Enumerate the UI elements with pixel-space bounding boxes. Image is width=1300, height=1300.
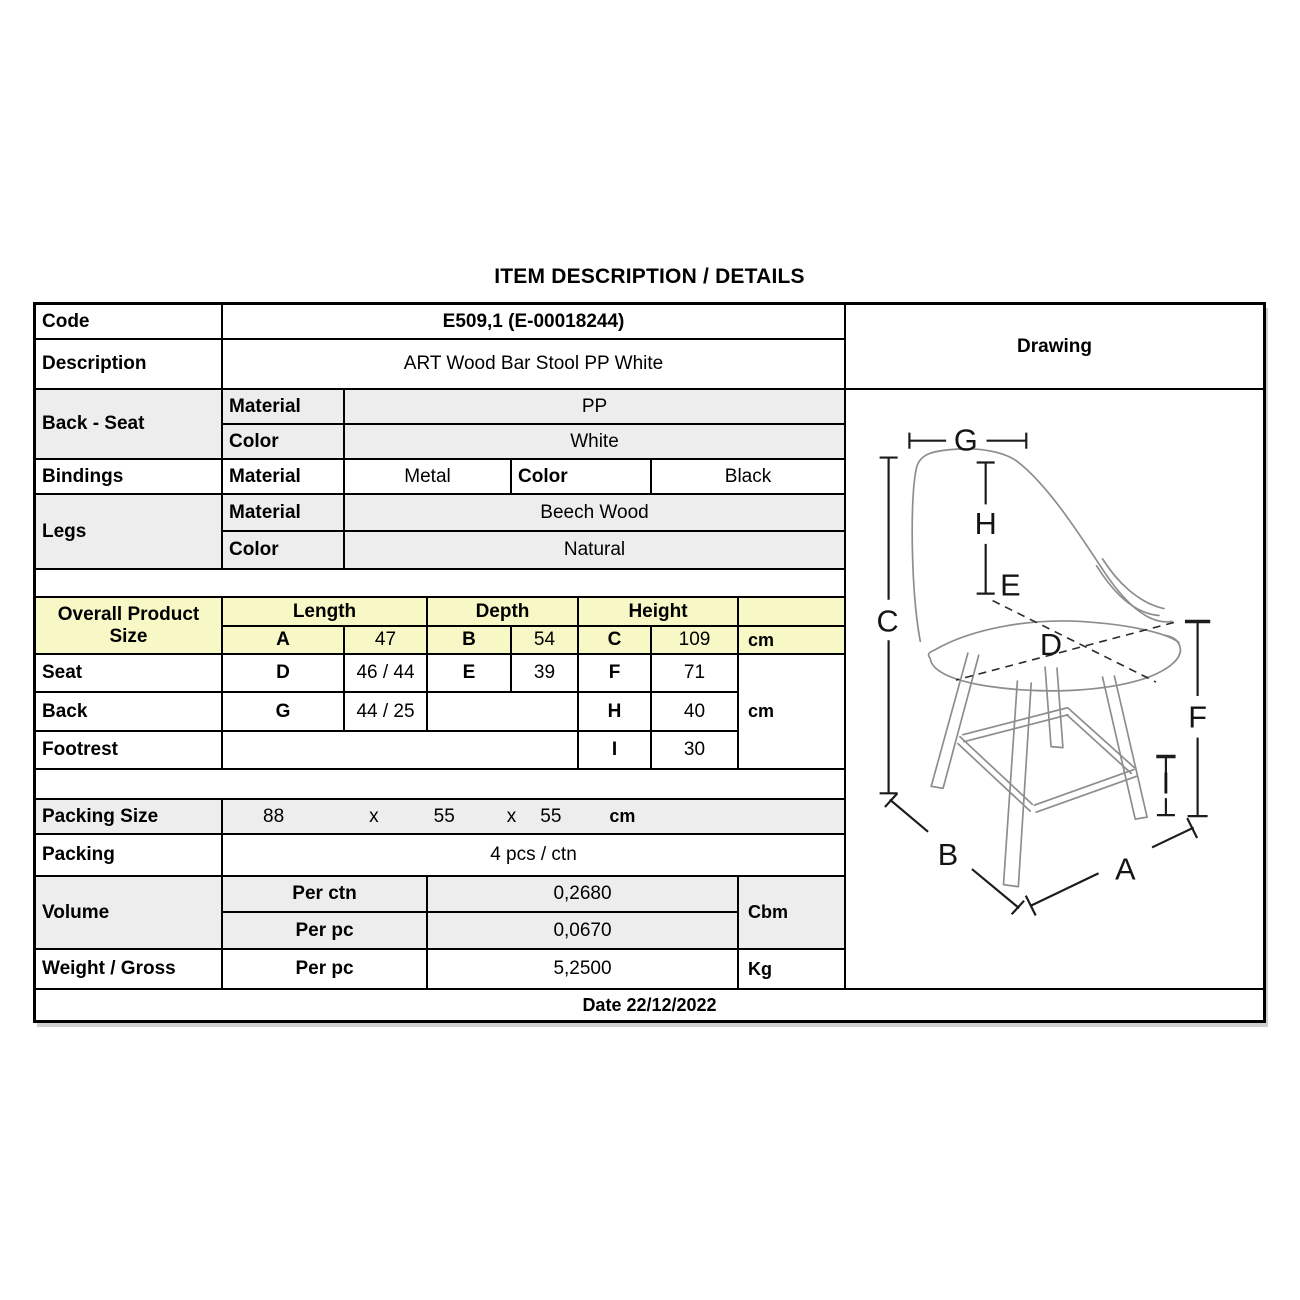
overall-header-empty [739,598,846,627]
back-seat-material-label: Material [223,390,345,425]
footrest-empty [223,732,579,770]
length-header: Length [223,598,428,627]
overall-b-key: B [428,627,512,655]
seat-e-key: E [428,655,512,693]
overall-size-label-line1: Overall Product [57,603,200,625]
dim-label-b: B [937,836,959,872]
dim-label-a: A [1115,851,1136,887]
volume-unit: Cbm [739,877,846,950]
code-label: Code [36,305,223,340]
height-header: Height [579,598,739,627]
seat-label: Seat [36,655,223,693]
packing-label: Packing [36,835,223,877]
back-seat-color-label: Color [223,425,345,460]
legs-material-value: Beech Wood [345,495,846,532]
drawing-header: Drawing [846,305,1263,390]
dim-label-c: C [876,603,899,639]
code-value: E509,1 (E-00018244) [223,305,846,340]
back-g-key: G [223,693,345,732]
back-label: Back [36,693,223,732]
back-g-value: 44 / 25 [345,693,428,732]
dim-label-i: I [1161,765,1171,801]
bindings-color-label: Color [512,460,652,495]
weight-value: 5,2500 [428,950,739,990]
back-empty [428,693,579,732]
overall-c-key: C [579,627,652,655]
dim-label-e: E [1000,567,1021,603]
description-label: Description [36,340,223,390]
seat-f-value: 71 [652,655,739,693]
packing-size-value [223,800,846,835]
stool-sketch [848,391,1261,987]
seat-e-value: 39 [512,655,579,693]
legs-color-label: Color [223,532,345,570]
bindings-material-value: Metal [345,460,512,495]
dim-label-f: F [1188,699,1207,735]
weight-unit: Kg [739,950,846,990]
packing-size-v2: 55 [433,805,455,827]
packing-size-label: Packing Size [36,800,223,835]
separator-row-1 [36,570,846,598]
dim-label-d: D [1039,627,1063,663]
back-seat-color-value: White [345,425,846,460]
seat-d-key: D [223,655,345,693]
description-value: ART Wood Bar Stool PP White [223,340,846,390]
packing-size-x1: x [369,805,379,827]
legs-label: Legs [36,495,223,570]
weight-label: Weight / Gross [36,950,223,990]
dim-label-g: G [953,422,978,458]
packing-size-unit: cm [609,806,636,827]
footrest-i-value: 30 [652,732,739,770]
back-seat-label: Back - Seat [36,390,223,460]
overall-size-label-line2: Size [109,625,148,647]
overall-unit: cm [739,627,846,655]
bindings-material-label: Material [223,460,345,495]
packing-size-x2: x [506,805,517,827]
weight-per-pc-label: Per pc [223,950,428,990]
separator-row-2 [36,770,846,800]
volume-label: Volume [36,877,223,950]
seat-d-value: 46 / 44 [345,655,428,693]
footrest-label: Footrest [36,732,223,770]
overall-c-value: 109 [652,627,739,655]
bindings-label: Bindings [36,460,223,495]
volume-per-pc-value: 0,0670 [428,913,739,950]
packing-value: 4 pcs / ctn [223,835,846,877]
depth-header: Depth [428,598,579,627]
size-unit: cm [739,655,846,770]
back-seat-material-value: PP [345,390,846,425]
back-h-value: 40 [652,693,739,732]
dim-label-h: H [974,505,997,542]
bindings-color-value: Black [652,460,846,495]
drawing-cell [846,390,1263,990]
date-row: Date 22/12/2022 [582,994,717,1015]
spec-table [33,302,1266,1023]
overall-size-label [36,598,223,655]
page-title: ITEM DESCRIPTION / DETAILS [494,265,805,288]
seat-f-key: F [579,655,652,693]
overall-a-value: 47 [345,627,428,655]
volume-per-pc-label: Per pc [223,913,428,950]
volume-per-ctn-value: 0,2680 [428,877,739,913]
packing-size-v1: 88 [263,805,285,827]
legs-color-value: Natural [345,532,846,570]
legs-material-label: Material [223,495,345,532]
footrest-i-key: I [579,732,652,770]
packing-size-v3: 55 [540,805,562,827]
volume-per-ctn-label: Per ctn [223,877,428,913]
overall-a-key: A [223,627,345,655]
back-h-key: H [579,693,652,732]
overall-b-value: 54 [512,627,579,655]
